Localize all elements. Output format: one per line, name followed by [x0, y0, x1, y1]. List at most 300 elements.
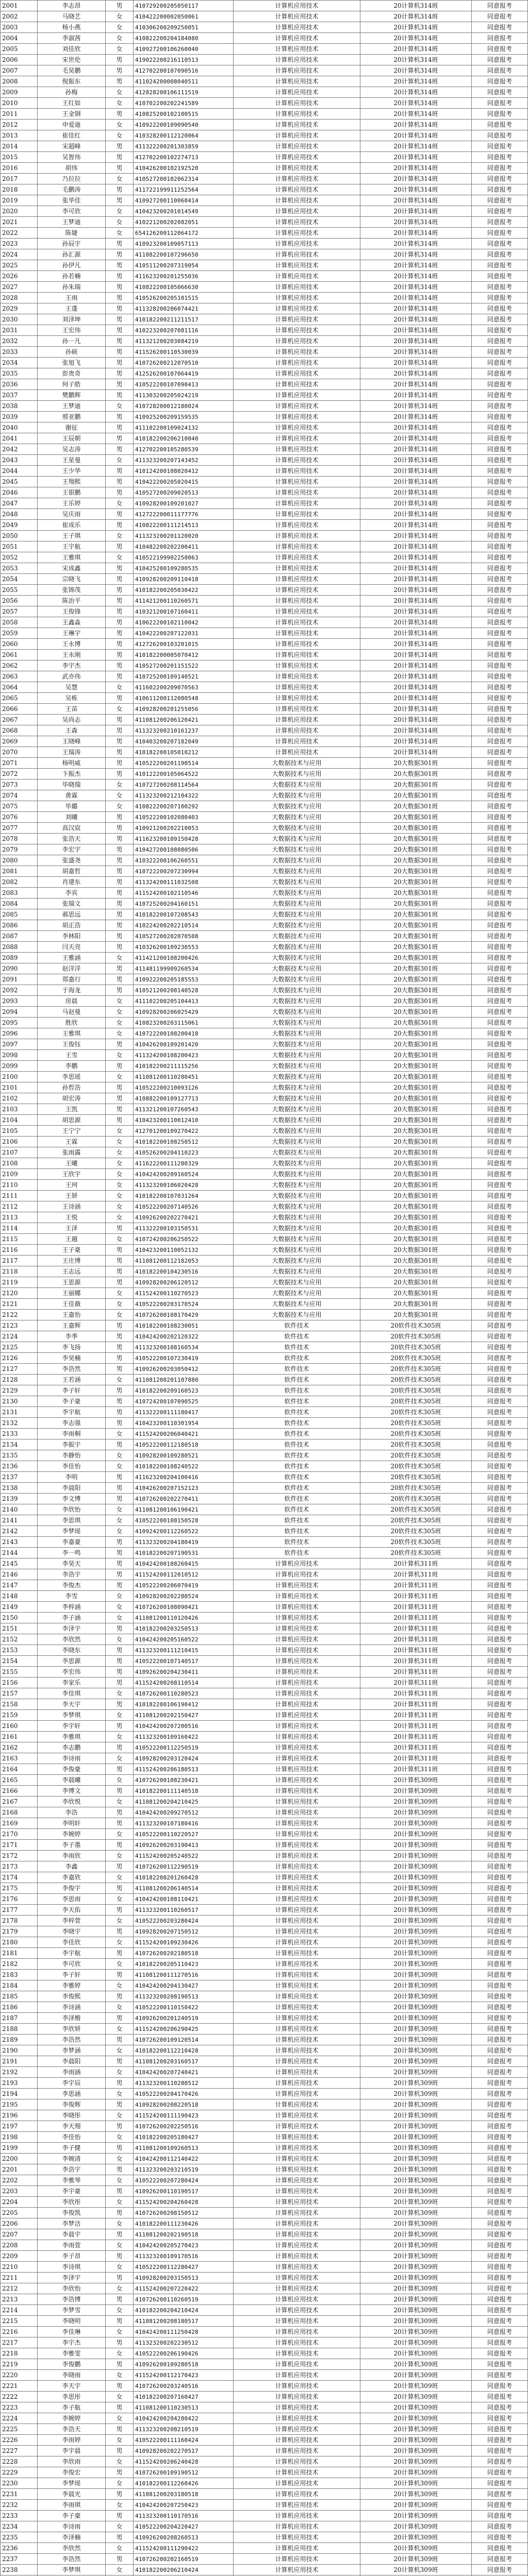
status-cell: 同意报考: [472, 2024, 528, 2035]
name-cell: 李梦琪: [38, 1710, 106, 1721]
gender-cell: 男: [106, 1, 134, 11]
name-cell: 闫天亮: [38, 942, 106, 953]
major-cell: 计算机应用技术: [234, 109, 360, 120]
table-row: [1, 834, 528, 844]
status-cell: 同意报考: [472, 2424, 528, 2435]
name-cell: 王子豪: [38, 1245, 106, 1256]
major-cell: 计算机应用技术: [234, 347, 360, 358]
exam-number-cell: 411081200202150427: [134, 1710, 234, 1721]
exam-number-cell: 410423200201014549: [134, 206, 234, 217]
table-row: [1, 682, 528, 693]
status-cell: 同意报考: [472, 336, 528, 347]
class-cell: 20软件技术305班: [360, 1407, 472, 1418]
exam-number-cell: 410726200108230421: [134, 1775, 234, 1786]
class-cell: 20计算机309班: [360, 1991, 472, 2002]
gender-cell: 女: [106, 552, 134, 563]
class-cell: 20计算机309班: [360, 2467, 472, 2478]
major-cell: 计算机应用技术: [234, 98, 360, 109]
major-cell: 计算机应用技术: [234, 704, 360, 715]
status-cell: 同意报考: [472, 22, 528, 33]
status-cell: 同意报考: [472, 823, 528, 834]
status-cell: 同意报考: [472, 2392, 528, 2402]
class-cell: 20软件技术305班: [360, 1429, 472, 1439]
major-cell: 大数据技术与应用: [234, 1277, 360, 1288]
name-cell: 李天佑: [38, 1905, 106, 1916]
row-index-cell: 2179: [1, 1926, 38, 1937]
row-index-cell: 2116: [1, 1245, 38, 1256]
row-index-cell: 2136: [1, 1461, 38, 1472]
name-cell: 宋世伦: [38, 55, 106, 65]
class-cell: 20计算机309班: [360, 2435, 472, 2446]
class-cell: 20计算机309班: [360, 2143, 472, 2154]
table-row: [1, 1018, 528, 1028]
exam-number-cell: 410928200109201027: [134, 498, 234, 509]
table-row: [1, 303, 528, 314]
table-row: [1, 1970, 528, 1980]
name-cell: 王欣宇: [38, 1169, 106, 1180]
class-cell: 20计算机314班: [360, 152, 472, 163]
name-cell: 李泽宇: [38, 2273, 106, 2283]
major-cell: 计算机应用技术: [234, 195, 360, 206]
table-row: [1, 931, 528, 942]
gender-cell: 男: [106, 877, 134, 888]
gender-cell: 男: [106, 260, 134, 271]
table-row: [1, 1288, 528, 1299]
major-cell: 计算机应用技术: [234, 574, 360, 585]
table-row: [1, 2489, 528, 2500]
exam-number-cell: 411323200212104322: [134, 790, 234, 801]
exam-number-cell: 410926200208260513: [134, 2532, 234, 2543]
class-cell: 20计算机314班: [360, 120, 472, 130]
major-cell: 大数据技术与应用: [234, 1104, 360, 1115]
class-cell: 20计算机309班: [360, 1851, 472, 1861]
name-cell: 孙若楠: [38, 271, 106, 282]
major-cell: 计算机应用技术: [234, 1753, 360, 1764]
major-cell: 大数据技术与应用: [234, 866, 360, 877]
major-cell: 计算机应用技术: [234, 2381, 360, 2392]
gender-cell: 男: [106, 347, 134, 358]
status-cell: 同意报考: [472, 541, 528, 552]
exam-number-cell: 410424200202120322: [134, 1331, 234, 1342]
status-cell: 同意报考: [472, 2208, 528, 2218]
table-row: [1, 1753, 528, 1764]
class-cell: 20计算机314班: [360, 163, 472, 174]
row-index-cell: 2198: [1, 2132, 38, 2143]
class-cell: 20计算机314班: [360, 541, 472, 552]
major-cell: 计算机应用技术: [234, 455, 360, 466]
gender-cell: 女: [106, 1613, 134, 1623]
class-cell: 20软件技术305班: [360, 1331, 472, 1342]
table-row: [1, 1569, 528, 1580]
exam-number-cell: 410182200201260428: [134, 1872, 234, 1883]
table-row: [1, 2305, 528, 2316]
status-cell: 同意报考: [472, 55, 528, 65]
table-row: [1, 422, 528, 433]
gender-cell: 女: [106, 2521, 134, 2532]
class-cell: 20计算机309班: [360, 2489, 472, 2500]
row-index-cell: 2066: [1, 704, 38, 715]
exam-number-cell: 410424200205270423: [134, 2240, 234, 2251]
gender-cell: 男: [106, 2511, 134, 2521]
table-row: [1, 2099, 528, 2110]
exam-number-cell: 411081200203180518: [134, 2489, 234, 2500]
row-index-cell: 2088: [1, 942, 38, 953]
table-row: [1, 2478, 528, 2489]
exam-number-cell: 410926200109280518: [134, 2359, 234, 2370]
gender-cell: 男: [106, 1266, 134, 1277]
row-index-cell: 2135: [1, 1450, 38, 1461]
exam-number-cell: 410522200112280427: [134, 2262, 234, 2273]
major-cell: 计算机应用技术: [234, 520, 360, 531]
exam-number-cell: 411323200107180416: [134, 1818, 234, 1829]
row-index-cell: 2227: [1, 2446, 38, 2456]
class-cell: 20计算机309班: [360, 2294, 472, 2305]
table-row: [1, 2251, 528, 2262]
row-index-cell: 2124: [1, 1331, 38, 1342]
exam-number-cell: 411323200210161237: [134, 725, 234, 736]
class-cell: 20大数据301班: [360, 1115, 472, 1126]
major-cell: 计算机应用技术: [234, 715, 360, 725]
status-cell: 同意报考: [472, 2154, 528, 2164]
row-index-cell: 2053: [1, 563, 38, 574]
exam-number-cell: 410726200109120514: [134, 2035, 234, 2045]
exam-number-cell: 412526200107064419: [134, 368, 234, 379]
table-row: [1, 1277, 528, 1288]
exam-number-cell: 411081200203160517: [134, 2056, 234, 2067]
row-index-cell: 2213: [1, 2294, 38, 2305]
status-cell: 同意报考: [472, 1191, 528, 1201]
row-index-cell: 2014: [1, 141, 38, 152]
name-cell: 王宏伟: [38, 325, 106, 336]
class-cell: 20计算机314班: [360, 282, 472, 293]
gender-cell: 女: [106, 2218, 134, 2229]
status-cell: 同意报考: [472, 596, 528, 606]
gender-cell: 男: [106, 985, 134, 996]
gender-cell: 男: [106, 2359, 134, 2370]
name-cell: 李浩天: [38, 2424, 106, 2435]
exam-number-cell: 410928200203120424: [134, 1753, 234, 1764]
name-cell: 李佳怡: [38, 2132, 106, 2143]
gender-cell: 男: [106, 899, 134, 909]
major-cell: 计算机应用技术: [234, 639, 360, 650]
status-cell: 同意报考: [472, 1894, 528, 1905]
name-cell: 宋成鑫: [38, 563, 106, 574]
class-cell: 20计算机309班: [360, 1948, 472, 1959]
exam-number-cell: 410182200108250512: [134, 1137, 234, 1147]
name-cell: 李子航: [38, 2402, 106, 2413]
status-cell: 同意报考: [472, 985, 528, 996]
class-cell: 20大数据301班: [360, 823, 472, 834]
row-index-cell: 2025: [1, 260, 38, 271]
exam-number-cell: 410727200208114564: [134, 779, 234, 790]
status-cell: 同意报考: [472, 1872, 528, 1883]
status-cell: 同意报考: [472, 1, 528, 11]
exam-number-cell: 410726200202270411: [134, 1494, 234, 1504]
class-cell: 20计算机314班: [360, 271, 472, 282]
gender-cell: 男: [106, 314, 134, 325]
exam-number-cell: 411081200204210425: [134, 1797, 234, 1807]
class-cell: 20计算机311班: [360, 1688, 472, 1699]
status-cell: 同意报考: [472, 1753, 528, 1764]
name-cell: 刘泽坤: [38, 314, 106, 325]
class-cell: 20计算机309班: [360, 2283, 472, 2294]
exam-number-cell: 410928200207150512: [134, 1926, 234, 1937]
class-cell: 20大数据301班: [360, 953, 472, 963]
major-cell: 计算机应用技术: [234, 65, 360, 76]
class-cell: 20计算机309班: [360, 2262, 472, 2273]
gender-cell: 男: [106, 358, 134, 368]
row-index-cell: 2155: [1, 1667, 38, 1677]
name-cell: 王翔熙: [38, 477, 106, 487]
major-cell: 计算机应用技术: [234, 2154, 360, 2164]
name-cell: 李宇晨: [38, 2446, 106, 2456]
name-cell: 李林阳: [38, 931, 106, 942]
row-index-cell: 2223: [1, 2402, 38, 2413]
gender-cell: 女: [106, 2110, 134, 2121]
table-row: [1, 596, 528, 606]
major-cell: 计算机应用技术: [234, 358, 360, 368]
class-cell: 20计算机311班: [360, 1569, 472, 1580]
status-cell: 同意报考: [472, 769, 528, 779]
name-cell: 李浩博: [38, 2294, 106, 2305]
gender-cell: 女: [106, 953, 134, 963]
table-row: [1, 2359, 528, 2370]
table-row: [1, 1591, 528, 1602]
exam-number-cell: 410426200207152123: [134, 1483, 234, 1494]
table-row: [1, 1656, 528, 1667]
row-index-cell: 2128: [1, 1375, 38, 1385]
exam-number-cell: 411323200108160534: [134, 1342, 234, 1353]
row-index-cell: 2120: [1, 1288, 38, 1299]
gender-cell: 女: [106, 1916, 134, 1926]
status-cell: 同意报考: [472, 379, 528, 390]
table-row: [1, 347, 528, 358]
table-row: [1, 1147, 528, 1158]
major-cell: 计算机应用技术: [234, 2446, 360, 2456]
gender-cell: 男: [106, 2316, 134, 2327]
exam-number-cell: 410927200110060414: [134, 195, 234, 206]
major-cell: 计算机应用技术: [234, 2273, 360, 2283]
exam-number-cell: 410928200202270517: [134, 2446, 234, 2456]
exam-number-cell: 410726200202160519: [134, 2554, 234, 2565]
status-cell: 同意报考: [472, 228, 528, 239]
major-cell: 大数据技术与应用: [234, 823, 360, 834]
exam-number-cell: 410526200205101515: [134, 293, 234, 303]
gender-cell: 女: [106, 1634, 134, 1645]
major-cell: 大数据技术与应用: [234, 1093, 360, 1104]
name-cell: 王星曼: [38, 455, 106, 466]
gender-cell: 女: [106, 33, 134, 44]
row-index-cell: 2221: [1, 2381, 38, 2392]
gender-cell: 男: [106, 725, 134, 736]
table-row: [1, 1948, 528, 1959]
class-cell: 20计算机314班: [360, 682, 472, 693]
class-cell: 20计算机309班: [360, 2240, 472, 2251]
table-row: [1, 628, 528, 639]
exam-number-cell: 411526200110530039: [134, 347, 234, 358]
exam-number-cell: 411323200208210519: [134, 2424, 234, 2435]
class-cell: 20软件技术305班: [360, 1396, 472, 1407]
gender-cell: 男: [106, 239, 134, 249]
row-index-cell: 2008: [1, 76, 38, 87]
status-cell: 同意报考: [472, 585, 528, 596]
major-cell: 计算机应用技术: [234, 2262, 360, 2273]
row-index-cell: 2133: [1, 1429, 38, 1439]
major-cell: 计算机应用技术: [234, 2218, 360, 2229]
major-cell: 计算机应用技术: [234, 2543, 360, 2554]
name-cell: 李梦琪: [38, 2565, 106, 2575]
name-cell: 王泽: [38, 1223, 106, 1234]
table-row: [1, 2262, 528, 2273]
major-cell: 计算机应用技术: [234, 2229, 360, 2240]
table-row: [1, 412, 528, 422]
table-row: [1, 1797, 528, 1807]
table-row: [1, 2035, 528, 2045]
status-cell: 同意报考: [472, 1450, 528, 1461]
exam-number-cell: 410724200206250522: [134, 1234, 234, 1245]
table-row: [1, 1916, 528, 1926]
major-cell: 大数据技术与应用: [234, 1072, 360, 1082]
major-cell: 计算机应用技术: [234, 2035, 360, 2045]
name-cell: 李欣怡: [38, 2283, 106, 2294]
status-cell: 同意报考: [472, 1494, 528, 1504]
class-cell: 20大数据301班: [360, 963, 472, 974]
table-row: [1, 2186, 528, 2197]
gender-cell: 男: [106, 422, 134, 433]
row-index-cell: 2071: [1, 758, 38, 769]
exam-number-cell: 411102200109024132: [134, 422, 234, 433]
status-cell: 同意报考: [472, 217, 528, 228]
row-index-cell: 2076: [1, 812, 38, 823]
row-index-cell: 2042: [1, 444, 38, 455]
name-cell: 王宇航: [38, 541, 106, 552]
name-cell: 王宁宁: [38, 1126, 106, 1137]
row-index-cell: 2005: [1, 44, 38, 55]
major-cell: 大数据技术与应用: [234, 812, 360, 823]
status-cell: 同意报考: [472, 1364, 528, 1375]
gender-cell: 女: [106, 1753, 134, 1764]
gender-cell: 女: [106, 498, 134, 509]
table-row: [1, 1256, 528, 1266]
exam-number-cell: 410928200201255056: [134, 704, 234, 715]
name-cell: 李子健: [38, 2143, 106, 2154]
name-cell: 李子豪: [38, 1396, 106, 1407]
class-cell: 20计算机314班: [360, 65, 472, 76]
gender-cell: 男: [106, 1580, 134, 1591]
table-row: [1, 1028, 528, 1039]
status-cell: 同意报考: [472, 1851, 528, 1861]
name-cell: 高汉宸: [38, 823, 106, 834]
class-cell: 20计算机309班: [360, 1829, 472, 1840]
name-cell: 宋超峰: [38, 141, 106, 152]
row-index-cell: 2182: [1, 1959, 38, 1970]
name-cell: 孙伊凡: [38, 260, 106, 271]
name-cell: 王佳薇: [38, 1299, 106, 1310]
status-cell: 同意报考: [472, 1721, 528, 1732]
table-row: [1, 2413, 528, 2424]
status-cell: 同意报考: [472, 1169, 528, 1180]
gender-cell: 男: [106, 563, 134, 574]
exam-number-cell: 410322200106260551: [134, 855, 234, 866]
row-index-cell: 2085: [1, 909, 38, 920]
class-cell: 20计算机309班: [360, 2424, 472, 2435]
table-row: [1, 2521, 528, 2532]
gender-cell: 男: [106, 2035, 134, 2045]
table-row: [1, 920, 528, 931]
class-cell: 20计算机309班: [360, 2532, 472, 2543]
class-cell: 20大数据301班: [360, 1050, 472, 1061]
gender-cell: 女: [106, 1169, 134, 1180]
major-cell: 大数据技术与应用: [234, 790, 360, 801]
gender-cell: 男: [106, 1807, 134, 1818]
table-row: [1, 1634, 528, 1645]
name-cell: 李子涵: [38, 1613, 106, 1623]
row-index-cell: 2163: [1, 1753, 38, 1764]
name-cell: 毕晓瑞: [38, 779, 106, 790]
major-cell: 计算机应用技术: [234, 2143, 360, 2154]
gender-cell: 女: [106, 1299, 134, 1310]
name-cell: 黄霖: [38, 790, 106, 801]
gender-cell: 女: [106, 1602, 134, 1613]
status-cell: 同意报考: [472, 152, 528, 163]
class-cell: 20计算机314班: [360, 390, 472, 401]
row-index-cell: 2180: [1, 1937, 38, 1948]
class-cell: 20软件技术305班: [360, 1548, 472, 1558]
table-row: [1, 55, 528, 65]
major-cell: 计算机应用技术: [234, 2251, 360, 2262]
status-cell: 同意报考: [472, 509, 528, 520]
class-cell: 20计算机309班: [360, 2359, 472, 2370]
gender-cell: 女: [106, 1429, 134, 1439]
name-cell: 李飞扬: [38, 1342, 106, 1353]
class-cell: 20大数据301班: [360, 834, 472, 844]
table-row: [1, 1558, 528, 1569]
class-cell: 20大数据301班: [360, 779, 472, 790]
table-row: [1, 390, 528, 401]
exam-number-cell: 410526200204110223: [134, 1147, 234, 1158]
name-cell: 李宏伟: [38, 1667, 106, 1677]
table-row: [1, 1245, 528, 1256]
status-cell: 同意报考: [472, 899, 528, 909]
class-cell: 20计算机309班: [360, 1840, 472, 1851]
status-cell: 同意报考: [472, 1732, 528, 1742]
name-cell: 郝思远: [38, 909, 106, 920]
status-cell: 同意报考: [472, 1677, 528, 1688]
gender-cell: 女: [106, 1158, 134, 1169]
exam-number-cell: 411722199911252564: [134, 184, 234, 195]
gender-cell: 男: [106, 487, 134, 498]
table-row: [1, 2283, 528, 2294]
row-index-cell: 2023: [1, 239, 38, 249]
status-cell: 同意报考: [472, 1656, 528, 1667]
name-cell: 李宇杰: [38, 2337, 106, 2348]
row-index-cell: 2148: [1, 1591, 38, 1602]
name-cell: 李浩然: [38, 2554, 106, 2565]
gender-cell: 女: [106, 401, 134, 412]
row-index-cell: 2090: [1, 963, 38, 974]
table-row: [1, 1472, 528, 1483]
gender-cell: 男: [106, 1840, 134, 1851]
gender-cell: 男: [106, 920, 134, 931]
table-row: [1, 650, 528, 660]
table-row: [1, 1, 528, 11]
exam-number-cell: 410522200110220527: [134, 1829, 234, 1840]
table-row: [1, 812, 528, 823]
gender-cell: 男: [106, 1548, 134, 1558]
class-cell: 20计算机309班: [360, 2078, 472, 2089]
gender-cell: 男: [106, 2554, 134, 2565]
status-cell: 同意报考: [472, 1201, 528, 1212]
